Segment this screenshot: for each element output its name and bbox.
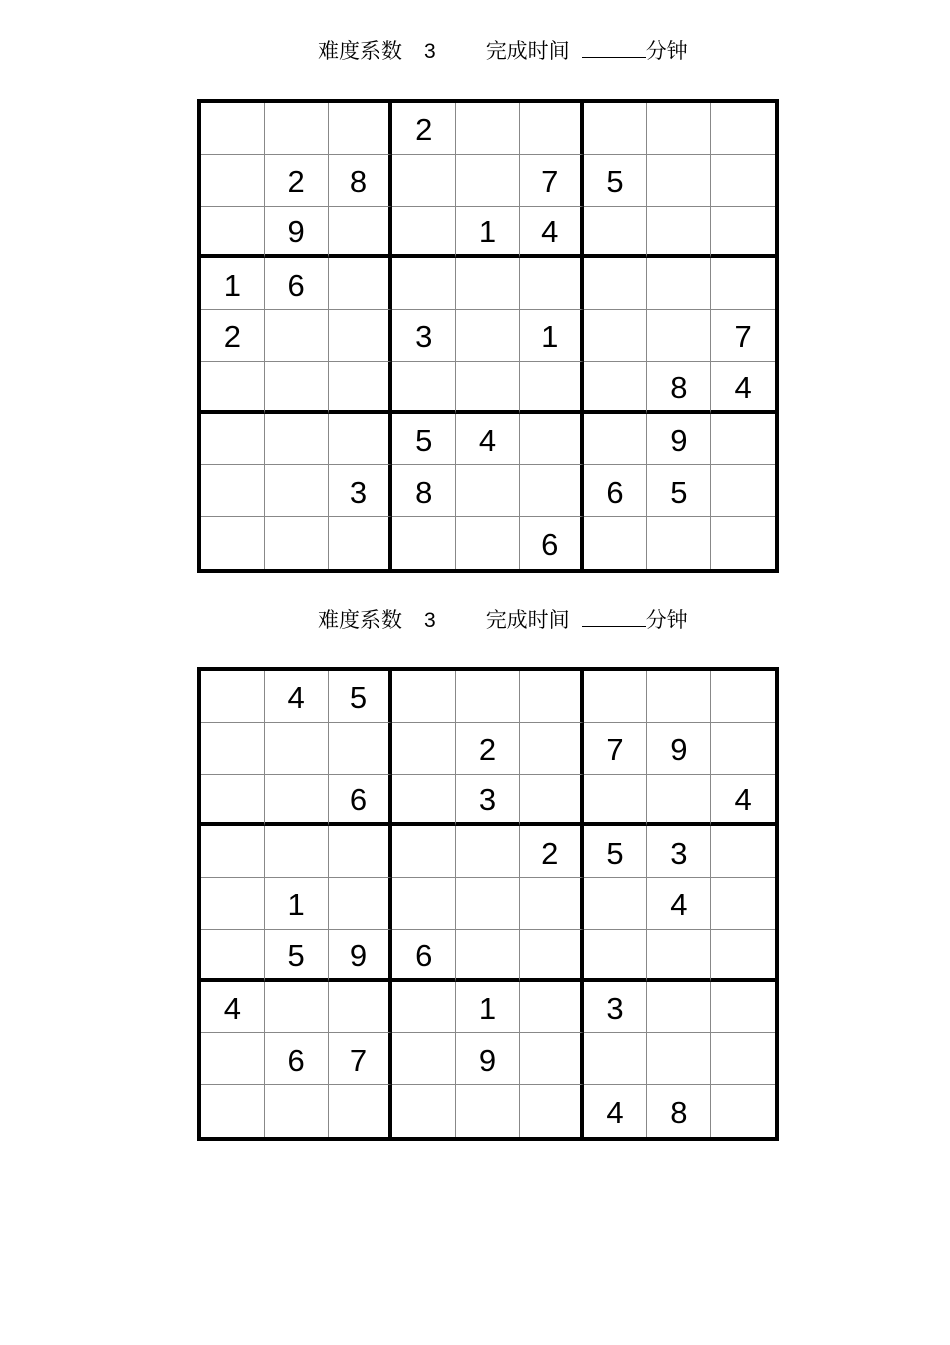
sudoku-cell[interactable]: 6 — [329, 775, 393, 827]
sudoku-cell[interactable] — [329, 207, 393, 259]
sudoku-cell[interactable] — [711, 982, 775, 1034]
sudoku-cell[interactable] — [711, 103, 775, 155]
sudoku-cell[interactable] — [584, 362, 648, 414]
sudoku-cell[interactable] — [520, 723, 584, 775]
sudoku-grid-2 — [197, 667, 779, 1141]
sudoku-cell[interactable] — [711, 414, 775, 466]
sudoku-cell[interactable] — [647, 155, 711, 207]
sudoku-cell[interactable]: 3 — [647, 826, 711, 878]
sudoku-cell[interactable]: 9 — [647, 414, 711, 466]
sudoku-cell[interactable] — [647, 982, 711, 1034]
time-label: 完成时间 — [485, 608, 570, 632]
sudoku-cell[interactable]: 6 — [392, 930, 456, 982]
sudoku-cell[interactable] — [201, 930, 265, 982]
sudoku-cell[interactable] — [647, 517, 711, 569]
sudoku-cell[interactable] — [584, 517, 648, 569]
sudoku-cell[interactable] — [265, 775, 329, 827]
sudoku-cell[interactable]: 1 — [265, 878, 329, 930]
sudoku-cell[interactable] — [520, 362, 584, 414]
sudoku-cell[interactable] — [711, 207, 775, 259]
sudoku-cell[interactable]: 7 — [329, 1033, 393, 1085]
sudoku-cell[interactable] — [520, 1033, 584, 1085]
sudoku-cell[interactable] — [329, 878, 393, 930]
sudoku-cell[interactable] — [456, 310, 520, 362]
sudoku-cell[interactable] — [392, 878, 456, 930]
puzzle-1-header — [318, 36, 688, 66]
sudoku-cell[interactable] — [201, 517, 265, 569]
sudoku-cell[interactable] — [329, 258, 393, 310]
sudoku-cell[interactable] — [329, 103, 393, 155]
sudoku-cell[interactable]: 2 — [201, 310, 265, 362]
puzzle-2-header — [318, 605, 688, 635]
sudoku-cell[interactable] — [392, 517, 456, 569]
sudoku-cell[interactable]: 2 — [265, 155, 329, 207]
sudoku-cell[interactable] — [201, 826, 265, 878]
sudoku-cell[interactable]: 4 — [647, 878, 711, 930]
sudoku-cell[interactable] — [647, 207, 711, 259]
sudoku-cell[interactable] — [711, 1085, 775, 1137]
sudoku-cell[interactable] — [456, 517, 520, 569]
sudoku-cell[interactable] — [329, 517, 393, 569]
sudoku-cell[interactable] — [456, 465, 520, 517]
time-blank-line[interactable] — [582, 37, 646, 58]
sudoku-cell[interactable] — [392, 1033, 456, 1085]
sudoku-cell[interactable]: 8 — [392, 465, 456, 517]
sudoku-cell[interactable] — [329, 723, 393, 775]
sudoku-cell[interactable]: 1 — [201, 258, 265, 310]
sudoku-cell[interactable]: 9 — [265, 207, 329, 259]
sudoku-cell[interactable] — [201, 723, 265, 775]
sudoku-cell[interactable]: 9 — [329, 930, 393, 982]
sudoku-grid-1 — [197, 99, 779, 573]
sudoku-cell[interactable] — [456, 878, 520, 930]
sudoku-cell[interactable] — [201, 414, 265, 466]
sudoku-cell[interactable] — [392, 671, 456, 723]
time-unit: 分钟 — [645, 39, 688, 63]
sudoku-cell[interactable] — [520, 258, 584, 310]
sudoku-cell[interactable]: 1 — [456, 207, 520, 259]
sudoku-cell[interactable]: 1 — [456, 982, 520, 1034]
sudoku-cell[interactable] — [584, 878, 648, 930]
sudoku-cell[interactable] — [201, 362, 265, 414]
sudoku-cell[interactable] — [456, 671, 520, 723]
sudoku-cell[interactable] — [201, 1033, 265, 1085]
sudoku-cell[interactable] — [265, 362, 329, 414]
sudoku-cell[interactable] — [201, 103, 265, 155]
sudoku-cell[interactable] — [520, 414, 584, 466]
sudoku-cell[interactable] — [201, 775, 265, 827]
sudoku-cell[interactable] — [711, 1033, 775, 1085]
sudoku-cell[interactable]: 4 — [456, 414, 520, 466]
sudoku-cell[interactable] — [711, 258, 775, 310]
sudoku-cell[interactable] — [711, 465, 775, 517]
sudoku-cell[interactable] — [329, 1085, 393, 1137]
sudoku-cell[interactable] — [584, 414, 648, 466]
sudoku-cell[interactable] — [711, 930, 775, 982]
sudoku-cell[interactable] — [520, 982, 584, 1034]
sudoku-cell[interactable] — [647, 258, 711, 310]
sudoku-cell[interactable] — [329, 826, 393, 878]
sudoku-cell[interactable] — [201, 155, 265, 207]
sudoku-cell[interactable] — [520, 671, 584, 723]
sudoku-cell[interactable] — [392, 362, 456, 414]
sudoku-cell[interactable] — [520, 1085, 584, 1137]
time-unit: 分钟 — [645, 608, 688, 632]
sudoku-cell[interactable]: 9 — [647, 723, 711, 775]
sudoku-cell[interactable] — [201, 1085, 265, 1137]
sudoku-cell[interactable] — [392, 775, 456, 827]
sudoku-cell[interactable] — [647, 775, 711, 827]
sudoku-cell[interactable] — [647, 671, 711, 723]
sudoku-cell[interactable]: 4 — [584, 1085, 648, 1137]
sudoku-cell[interactable] — [647, 310, 711, 362]
sudoku-cell[interactable] — [265, 1085, 329, 1137]
sudoku-cell[interactable]: 5 — [584, 826, 648, 878]
sudoku-cell[interactable] — [201, 671, 265, 723]
difficulty-label: 难度系数 — [318, 39, 402, 63]
sudoku-cell[interactable] — [329, 982, 393, 1034]
sudoku-cell[interactable] — [456, 258, 520, 310]
sudoku-cell[interactable]: 2 — [392, 103, 456, 155]
sudoku-cell[interactable] — [392, 723, 456, 775]
sudoku-cell[interactable] — [456, 826, 520, 878]
sudoku-cell[interactable] — [711, 671, 775, 723]
sudoku-cell[interactable] — [392, 826, 456, 878]
sudoku-cell[interactable]: 6 — [520, 517, 584, 569]
sudoku-cell[interactable]: 7 — [711, 310, 775, 362]
sudoku-cell[interactable] — [392, 207, 456, 259]
sudoku-cell[interactable] — [201, 207, 265, 259]
sudoku-cell[interactable] — [584, 207, 648, 259]
sudoku-cell[interactable] — [265, 826, 329, 878]
sudoku-cell[interactable]: 5 — [265, 930, 329, 982]
sudoku-cell[interactable] — [392, 1085, 456, 1137]
sudoku-cell[interactable] — [265, 310, 329, 362]
sudoku-cell[interactable]: 6 — [265, 258, 329, 310]
sudoku-cell[interactable] — [201, 465, 265, 517]
difficulty-value: 3 — [424, 609, 436, 632]
sudoku-cell[interactable] — [584, 671, 648, 723]
sudoku-cell[interactable]: 6 — [584, 465, 648, 517]
sudoku-cell[interactable] — [265, 517, 329, 569]
sudoku-cell[interactable] — [329, 310, 393, 362]
sudoku-cell[interactable]: 2 — [520, 826, 584, 878]
sudoku-cell[interactable]: 4 — [201, 982, 265, 1034]
sudoku-cell[interactable] — [647, 1033, 711, 1085]
sudoku-cell[interactable] — [711, 878, 775, 930]
sudoku-cell[interactable]: 4 — [520, 207, 584, 259]
sudoku-cell[interactable] — [584, 775, 648, 827]
sudoku-cell[interactable]: 3 — [329, 465, 393, 517]
sudoku-cell[interactable] — [392, 982, 456, 1034]
sudoku-cell[interactable] — [711, 826, 775, 878]
sudoku-cell[interactable] — [711, 517, 775, 569]
sudoku-cell[interactable] — [201, 878, 265, 930]
sudoku-cell[interactable] — [392, 258, 456, 310]
sudoku-cell[interactable]: 8 — [329, 155, 393, 207]
sudoku-cell[interactable] — [520, 775, 584, 827]
sudoku-cell[interactable] — [520, 878, 584, 930]
sudoku-cell[interactable] — [329, 414, 393, 466]
sudoku-cell[interactable] — [584, 930, 648, 982]
sudoku-cell[interactable] — [520, 465, 584, 517]
sudoku-cell[interactable]: 2 — [456, 723, 520, 775]
sudoku-cell[interactable] — [647, 930, 711, 982]
sudoku-cell[interactable]: 5 — [329, 671, 393, 723]
sudoku-cell[interactable] — [265, 414, 329, 466]
sudoku-cell[interactable]: 6 — [265, 1033, 329, 1085]
time-label: 完成时间 — [485, 39, 570, 63]
sudoku-cell[interactable]: 4 — [711, 362, 775, 414]
sudoku-cell[interactable] — [584, 310, 648, 362]
sudoku-cell[interactable]: 4 — [711, 775, 775, 827]
sudoku-cell[interactable]: 8 — [647, 1085, 711, 1137]
sudoku-cell[interactable]: 7 — [584, 723, 648, 775]
sudoku-cell[interactable] — [265, 103, 329, 155]
sudoku-cell[interactable] — [584, 1033, 648, 1085]
sudoku-cell[interactable] — [265, 982, 329, 1034]
difficulty-value: 3 — [424, 40, 436, 63]
sudoku-cell[interactable] — [584, 103, 648, 155]
sudoku-cell[interactable]: 9 — [456, 1033, 520, 1085]
sudoku-cell[interactable]: 8 — [647, 362, 711, 414]
sudoku-cell[interactable]: 4 — [265, 671, 329, 723]
sudoku-cell[interactable] — [265, 465, 329, 517]
sudoku-cell[interactable]: 5 — [584, 155, 648, 207]
sudoku-cell[interactable]: 7 — [520, 155, 584, 207]
sudoku-cell[interactable] — [520, 103, 584, 155]
time-blank-line[interactable] — [582, 606, 646, 627]
sudoku-cell[interactable]: 3 — [456, 775, 520, 827]
difficulty-label: 难度系数 — [318, 608, 402, 632]
sudoku-cell[interactable]: 1 — [520, 310, 584, 362]
sudoku-cell[interactable]: 3 — [392, 310, 456, 362]
sudoku-cell[interactable] — [584, 258, 648, 310]
sudoku-cell[interactable]: 5 — [392, 414, 456, 466]
sudoku-cell[interactable] — [711, 155, 775, 207]
sudoku-cell[interactable] — [647, 103, 711, 155]
sudoku-cell[interactable] — [456, 103, 520, 155]
sudoku-cell[interactable] — [265, 723, 329, 775]
sudoku-cell[interactable] — [456, 362, 520, 414]
sudoku-cell[interactable] — [456, 930, 520, 982]
sudoku-cell[interactable] — [520, 930, 584, 982]
sudoku-cell[interactable] — [456, 155, 520, 207]
sudoku-cell[interactable]: 5 — [647, 465, 711, 517]
sudoku-cell[interactable] — [392, 155, 456, 207]
sudoku-cell[interactable] — [329, 362, 393, 414]
sudoku-cell[interactable] — [456, 1085, 520, 1137]
sudoku-cell[interactable] — [711, 723, 775, 775]
sudoku-cell[interactable]: 3 — [584, 982, 648, 1034]
